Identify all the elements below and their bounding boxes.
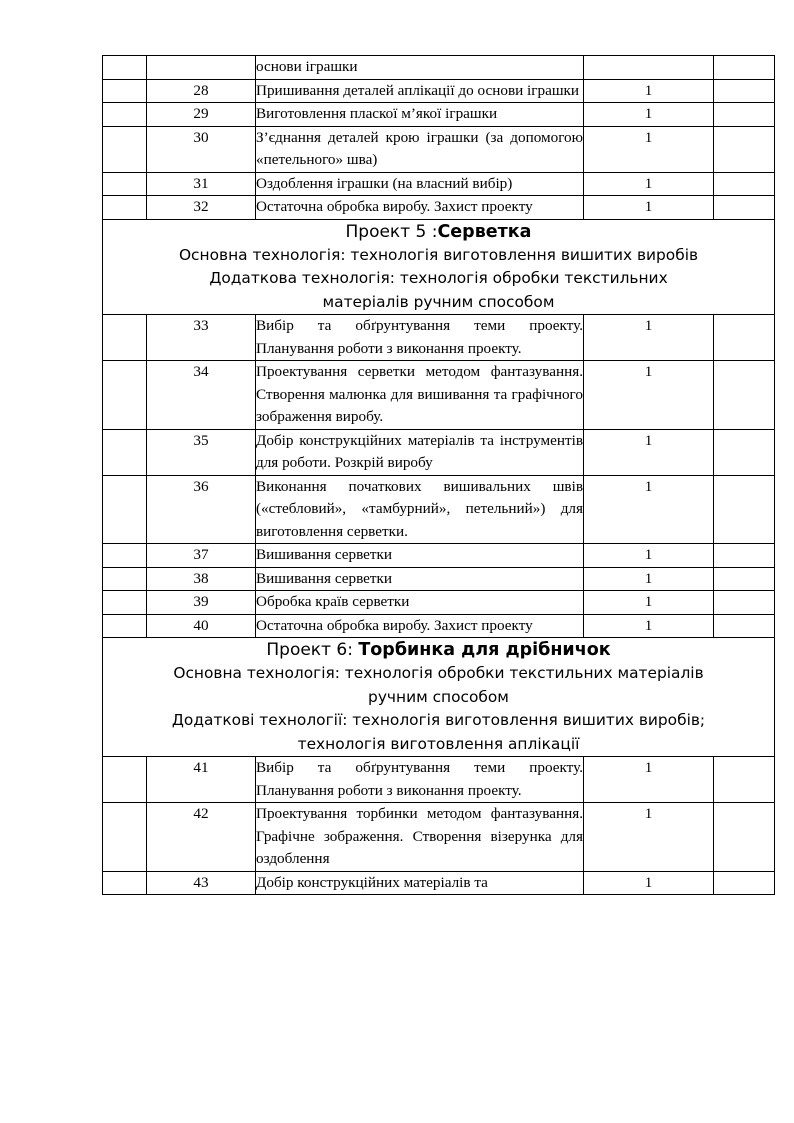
table-row	[103, 567, 775, 591]
project-title-line	[103, 220, 774, 244]
row-trailing-blank-cell	[714, 614, 775, 638]
row-hours-cell: 1	[584, 591, 714, 615]
table-row	[103, 315, 775, 361]
row-task-cell: З’єднання деталей крою іграшки (за допомогою «петельного» шва)	[256, 126, 584, 172]
row-trailing-blank-cell	[714, 56, 775, 80]
row-hours-cell: 1	[584, 567, 714, 591]
row-trailing-blank-cell	[714, 79, 775, 103]
project-banner-row	[103, 638, 775, 757]
row-leading-blank-cell	[103, 126, 147, 172]
row-number-cell: 43	[147, 871, 256, 895]
row-number-cell: 34	[147, 361, 256, 430]
row-trailing-blank-cell	[714, 103, 775, 127]
row-leading-blank-cell	[103, 103, 147, 127]
row-number-cell: 29	[147, 103, 256, 127]
row-trailing-blank-cell	[714, 361, 775, 430]
row-leading-blank-cell	[103, 614, 147, 638]
row-leading-blank-cell	[103, 803, 147, 872]
row-hours-cell: 1	[584, 803, 714, 872]
row-task-cell: Проектування серветки методом фантазування. Створення малюнка для вишивання та графічного зображення виробу.	[256, 361, 584, 430]
row-task-cell: Вибір та обґрунтування теми проекту. Планування роботи з виконання проекту.	[256, 315, 584, 361]
lesson-plan-table-wrapper	[102, 55, 774, 895]
row-number-cell: 36	[147, 475, 256, 544]
row-number-cell: 41	[147, 757, 256, 803]
row-leading-blank-cell	[103, 871, 147, 895]
row-hours-cell: 1	[584, 196, 714, 220]
row-leading-blank-cell	[103, 429, 147, 475]
row-task-cell: Остаточна обробка виробу. Захист проекту	[256, 196, 584, 220]
row-leading-blank-cell	[103, 79, 147, 103]
row-task-cell: Виконання початкових вишивальних швів («стебловий», «тамбурний», петельний») для виготовлення серветки.	[256, 475, 584, 544]
row-task-cell: Оздоблення іграшки (на власний вибір)	[256, 172, 584, 196]
project-technology-line: Додаткова технологія: технологія обробки текстильних	[209, 269, 668, 287]
table-row	[103, 475, 775, 544]
table-row	[103, 196, 775, 220]
row-hours-cell: 1	[584, 757, 714, 803]
table-row	[103, 103, 775, 127]
row-hours-cell: 1	[584, 361, 714, 430]
row-trailing-blank-cell	[714, 871, 775, 895]
row-number-cell	[147, 56, 256, 80]
row-trailing-blank-cell	[714, 196, 775, 220]
row-hours-cell: 1	[584, 126, 714, 172]
table-row	[103, 172, 775, 196]
project-technology-line: Основна технологія: технологія виготовлення вишитих виробів	[178, 245, 699, 264]
project-banner-cell	[103, 638, 775, 757]
row-task-cell: Обробка країв серветки	[256, 591, 584, 615]
project-technology-line: технологія виготовлення аплікації	[297, 734, 580, 753]
project-technology-line: Основна технологія: технологія обробки текстильних матеріалів	[173, 664, 704, 682]
row-leading-blank-cell	[103, 567, 147, 591]
row-leading-blank-cell	[103, 172, 147, 196]
row-leading-blank-cell	[103, 196, 147, 220]
project-title-name: Торбинка для дрібничок	[358, 640, 611, 660]
row-trailing-blank-cell	[714, 591, 775, 615]
row-trailing-blank-cell	[714, 803, 775, 872]
row-number-cell: 38	[147, 567, 256, 591]
table-row	[103, 591, 775, 615]
row-hours-cell: 1	[584, 871, 714, 895]
table-row	[103, 803, 775, 872]
row-number-cell: 32	[147, 196, 256, 220]
project-title-name: Серветка	[437, 221, 532, 242]
table-row	[103, 757, 775, 803]
row-trailing-blank-cell	[714, 126, 775, 172]
row-hours-cell: 1	[584, 172, 714, 196]
table-row	[103, 544, 775, 568]
row-task-cell: Остаточна обробка виробу. Захист проекту	[256, 614, 584, 638]
project-technology-line: ручним способом	[368, 687, 509, 706]
row-trailing-blank-cell	[714, 475, 775, 544]
row-hours-cell: 1	[584, 544, 714, 568]
row-number-cell: 28	[147, 79, 256, 103]
project-technology-line: матеріалів ручним способом	[322, 292, 555, 311]
project-banner-row	[103, 219, 775, 315]
row-number-cell: 37	[147, 544, 256, 568]
row-hours-cell: 1	[584, 79, 714, 103]
row-number-cell: 35	[147, 429, 256, 475]
row-hours-cell: 1	[584, 614, 714, 638]
row-number-cell: 30	[147, 126, 256, 172]
row-leading-blank-cell	[103, 591, 147, 615]
row-trailing-blank-cell	[714, 544, 775, 568]
row-task-cell: Добір конструкційних матеріалів та	[256, 871, 584, 895]
table-row	[103, 56, 775, 80]
project-title-prefix: Проект 6:	[266, 640, 359, 660]
row-task-cell: Вишивання серветки	[256, 567, 584, 591]
table-row	[103, 429, 775, 475]
row-number-cell: 33	[147, 315, 256, 361]
project-title-prefix: Проект 5 :	[345, 221, 438, 242]
row-leading-blank-cell	[103, 361, 147, 430]
row-number-cell: 39	[147, 591, 256, 615]
row-leading-blank-cell	[103, 56, 147, 80]
row-trailing-blank-cell	[714, 172, 775, 196]
row-task-cell: Виготовлення пласкої м’якої іграшки	[256, 103, 584, 127]
page-bottom-margin	[0, 1046, 794, 1123]
table-row	[103, 126, 775, 172]
row-leading-blank-cell	[103, 475, 147, 544]
row-trailing-blank-cell	[714, 757, 775, 803]
row-number-cell: 40	[147, 614, 256, 638]
row-trailing-blank-cell	[714, 315, 775, 361]
row-hours-cell: 1	[584, 315, 714, 361]
project-technology-line: Додаткові технології: технологія виготовлення вишитих виробів;	[171, 711, 706, 729]
row-hours-cell	[584, 56, 714, 80]
row-number-cell: 42	[147, 803, 256, 872]
project-banner-cell	[103, 219, 775, 315]
row-task-cell: Вибір та обґрунтування теми проекту. Планування роботи з виконання проекту.	[256, 757, 584, 803]
row-leading-blank-cell	[103, 315, 147, 361]
table-row	[103, 361, 775, 430]
row-trailing-blank-cell	[714, 567, 775, 591]
row-leading-blank-cell	[103, 757, 147, 803]
table-row	[103, 614, 775, 638]
row-leading-blank-cell	[103, 544, 147, 568]
row-hours-cell: 1	[584, 475, 714, 544]
row-task-cell: основи іграшки	[256, 56, 584, 80]
project-title-line	[103, 638, 774, 662]
row-task-cell: Добір конструкційних матеріалів та інструментів для роботи. Розкрій виробу	[256, 429, 584, 475]
row-hours-cell: 1	[584, 103, 714, 127]
lesson-plan-table	[102, 55, 775, 895]
table-row	[103, 79, 775, 103]
row-number-cell: 31	[147, 172, 256, 196]
lesson-plan-table-body	[103, 56, 775, 895]
table-row	[103, 871, 775, 895]
row-task-cell: Проектування торбинки методом фантазування. Графічне зображення. Створення візерунка для оздоблення	[256, 803, 584, 872]
row-task-cell: Вишивання серветки	[256, 544, 584, 568]
row-trailing-blank-cell	[714, 429, 775, 475]
row-hours-cell: 1	[584, 429, 714, 475]
row-task-cell: Пришивання деталей аплікації до основи іграшки	[256, 79, 584, 103]
